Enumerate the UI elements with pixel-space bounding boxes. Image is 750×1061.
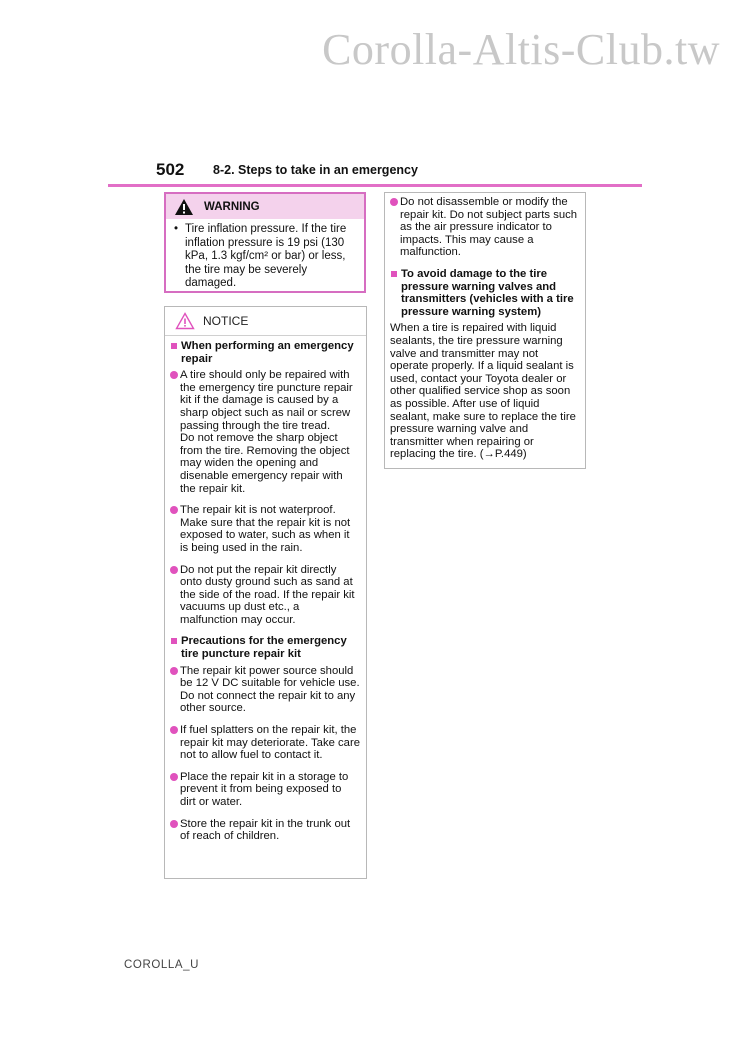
circle-bullet-icon — [170, 566, 178, 574]
notice-continued-content — [385, 193, 585, 461]
list-item: Place the repair kit in a storage to prevent it from being exposed to dirt or water. — [170, 771, 360, 809]
watermark: Corolla-Altis-Club.tw — [322, 25, 720, 74]
list-item: Do not put the repair kit directly onto dusty ground such as sand at the side of the road. If the repair kit vacuums up dust etc., a malfunction may occur. — [170, 564, 360, 627]
circle-bullet-icon — [170, 506, 178, 514]
section-heading: Precautions for the emergency tire puncture repair kit — [170, 635, 360, 660]
list-item: If fuel splatters on the repair kit, the repair kit may deteriorate. Take care not to allow fuel to contact it. — [170, 724, 360, 762]
square-bullet-icon — [391, 271, 397, 277]
notice-header — [165, 307, 366, 336]
notice-content — [165, 336, 366, 843]
notice-triangle-icon — [175, 312, 195, 330]
list-item: The repair kit is not waterproof. Make sure that the repair kit is not exposed to water, such as when it is being used in the rain. — [170, 504, 360, 554]
warning-triangle-icon — [174, 198, 194, 216]
circle-bullet-icon — [170, 726, 178, 734]
paragraph: When a tire is repaired with liquid sealants, the tire pressure warning valve and transmitter may not operate properly. If a liquid sealant is used, contact your Toyota dealer or other qualified service shop as soon as possible. After use of liquid sealant, make sure to replace the tire pressure warning valve and transmitter when repairing or replacing the tire. (→P.449) — [390, 322, 576, 461]
list-item: Do not disassemble or modify the repair kit. Do not subject parts such as the air pressure indicator to impacts. This may cause a malfunction. — [390, 196, 579, 259]
notice-title: NOTICE — [203, 314, 249, 328]
warning-header — [166, 194, 364, 219]
bullet-mark: • — [174, 223, 179, 235]
section-heading: To avoid damage to the tire pressure warning valves and transmitters (vehicles with a tire pressure warning system) — [390, 268, 579, 318]
square-bullet-icon — [171, 638, 177, 644]
warning-body — [166, 219, 364, 291]
notice-continued-box — [384, 192, 586, 469]
square-bullet-icon — [171, 343, 177, 349]
footer-model-code: COROLLA_U — [124, 959, 200, 971]
notice-box — [164, 306, 367, 879]
circle-bullet-icon — [170, 371, 178, 379]
circle-bullet-icon — [170, 667, 178, 675]
page-number: 502 — [156, 160, 185, 179]
list-item: A tire should only be repaired with the emergency tire puncture repair kit if the damage is caused by a sharp object such as nail or screw passing through the tire tread. Do not remove the sharp object from the tire. Removing the object may widen the opening and disenable emergency repair with the repair kit. — [170, 369, 360, 495]
list-item: Store the repair kit in the trunk out of reach of children. — [170, 818, 360, 843]
list-item: The repair kit power source should be 12 V DC suitable for vehicle use. Do not connect the repair kit to any other source. — [170, 665, 360, 715]
section-title: 8-2. Steps to take in an emergency — [213, 163, 418, 177]
warning-text: Tire inflation pressure. If the tire inflation pressure is 19 psi (130 kPa, 1.3 kgf/cm² or bar) or less, the tire may be severely damaged. — [185, 223, 347, 290]
warning-box — [164, 192, 366, 293]
page-header — [108, 158, 642, 187]
circle-bullet-icon — [390, 198, 398, 206]
circle-bullet-icon — [170, 820, 178, 828]
warning-title: WARNING — [204, 200, 260, 213]
section-heading: When performing an emergency repair — [170, 340, 360, 365]
circle-bullet-icon — [170, 773, 178, 781]
